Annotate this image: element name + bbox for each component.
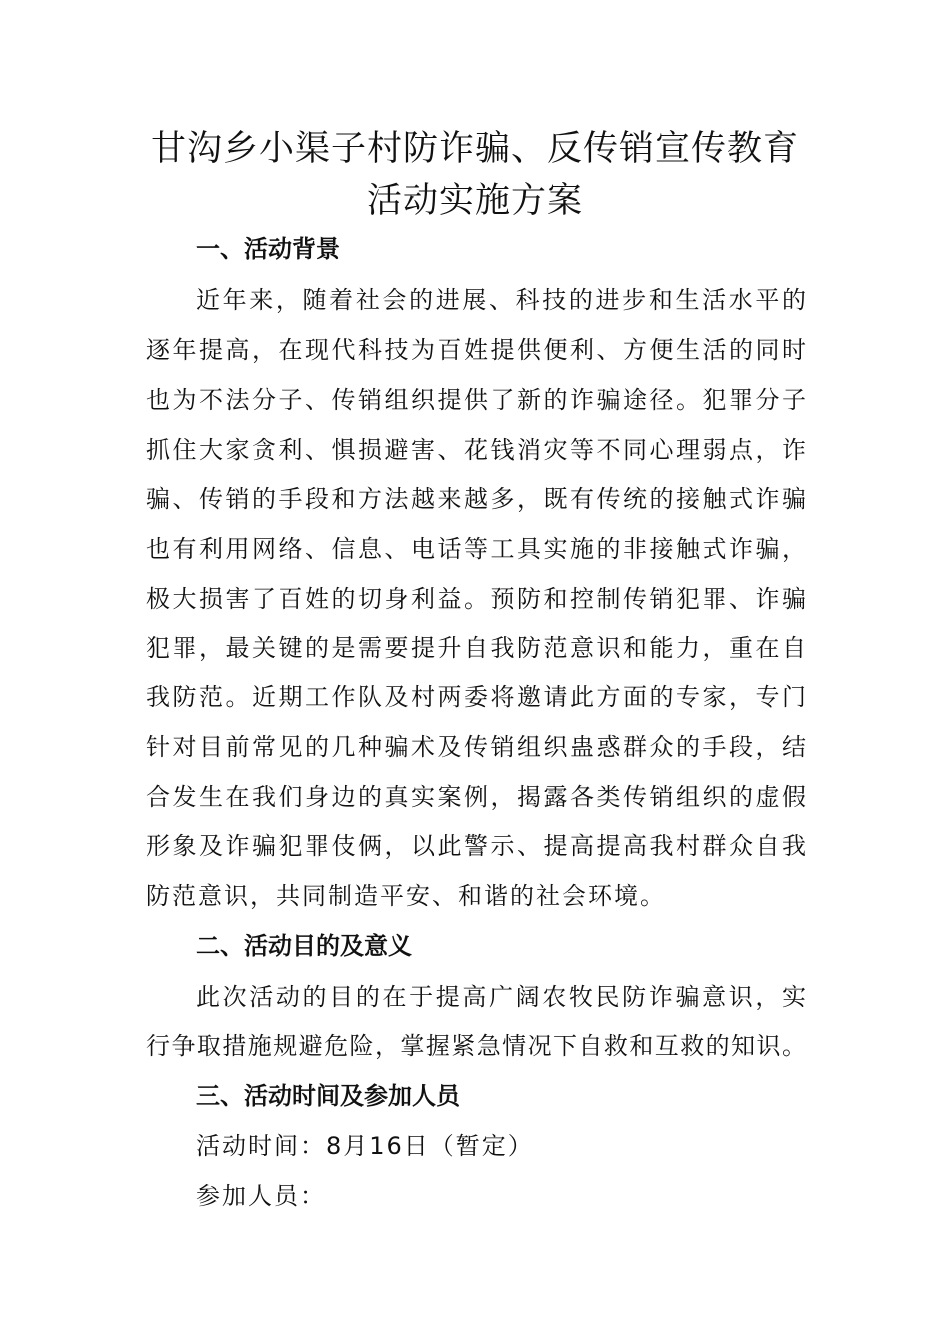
paragraph-line: 抓住大家贪利、惧损避害、花钱消灾等不同心理弱点，诈 <box>146 436 806 464</box>
paragraph-line: 防范意识，共同制造平安、和谐的社会环境。 <box>146 882 666 910</box>
paragraph-line: 骗、传销的手段和方法越来越多，既有传统的接触式诈骗 <box>146 485 806 513</box>
paragraph-line: 我防范。近期工作队及村两委将邀请此方面的专家，专门 <box>146 683 806 711</box>
section-heading-time-participants: 三、活动时间及参加人员 <box>196 1082 460 1110</box>
participants-label: 参加人员： <box>196 1182 326 1210</box>
document-title-line-1: 甘沟乡小渠子村防诈骗、反传销宣传教育 <box>150 129 799 169</box>
paragraph-line: 逐年提高，在现代科技为百姓提供便利、方便生活的同时 <box>146 336 806 364</box>
paragraph-line: 犯罪，最关键的是需要提升自我防范意识和能力，重在自 <box>146 634 806 662</box>
document-title-line-2: 活动实施方案 <box>366 181 583 221</box>
paragraph-line: 也为不法分子、传销组织提供了新的诈骗途径。犯罪分子 <box>146 386 806 414</box>
paragraph-line: 针对目前常见的几种骗术及传销组织蛊惑群众的手段，结 <box>146 733 806 761</box>
paragraph-line: 行争取措施规避危险，掌握紧急情况下自救和互救的知识。 <box>146 1032 806 1060</box>
activity-time: 活动时间：8月16日（暂定） <box>196 1132 534 1160</box>
paragraph-line: 此次活动的目的在于提高广阔农牧民防诈骗意识，实 <box>196 983 806 1011</box>
section-heading-background: 一、活动背景 <box>196 235 340 263</box>
paragraph-line: 合发生在我们身边的真实案例，揭露各类传销组织的虚假 <box>146 783 806 811</box>
paragraph-line: 近年来，随着社会的进展、科技的进步和生活水平的 <box>196 286 806 314</box>
paragraph-line: 也有利用网络、信息、电话等工具实施的非接触式诈骗， <box>146 535 806 563</box>
paragraph-line: 极大损害了百姓的切身利益。预防和控制传销犯罪、诈骗 <box>146 585 806 613</box>
paragraph-line: 形象及诈骗犯罪伎俩，以此警示、提高提高我村群众自我 <box>146 832 806 860</box>
section-heading-purpose: 二、活动目的及意义 <box>196 932 412 960</box>
